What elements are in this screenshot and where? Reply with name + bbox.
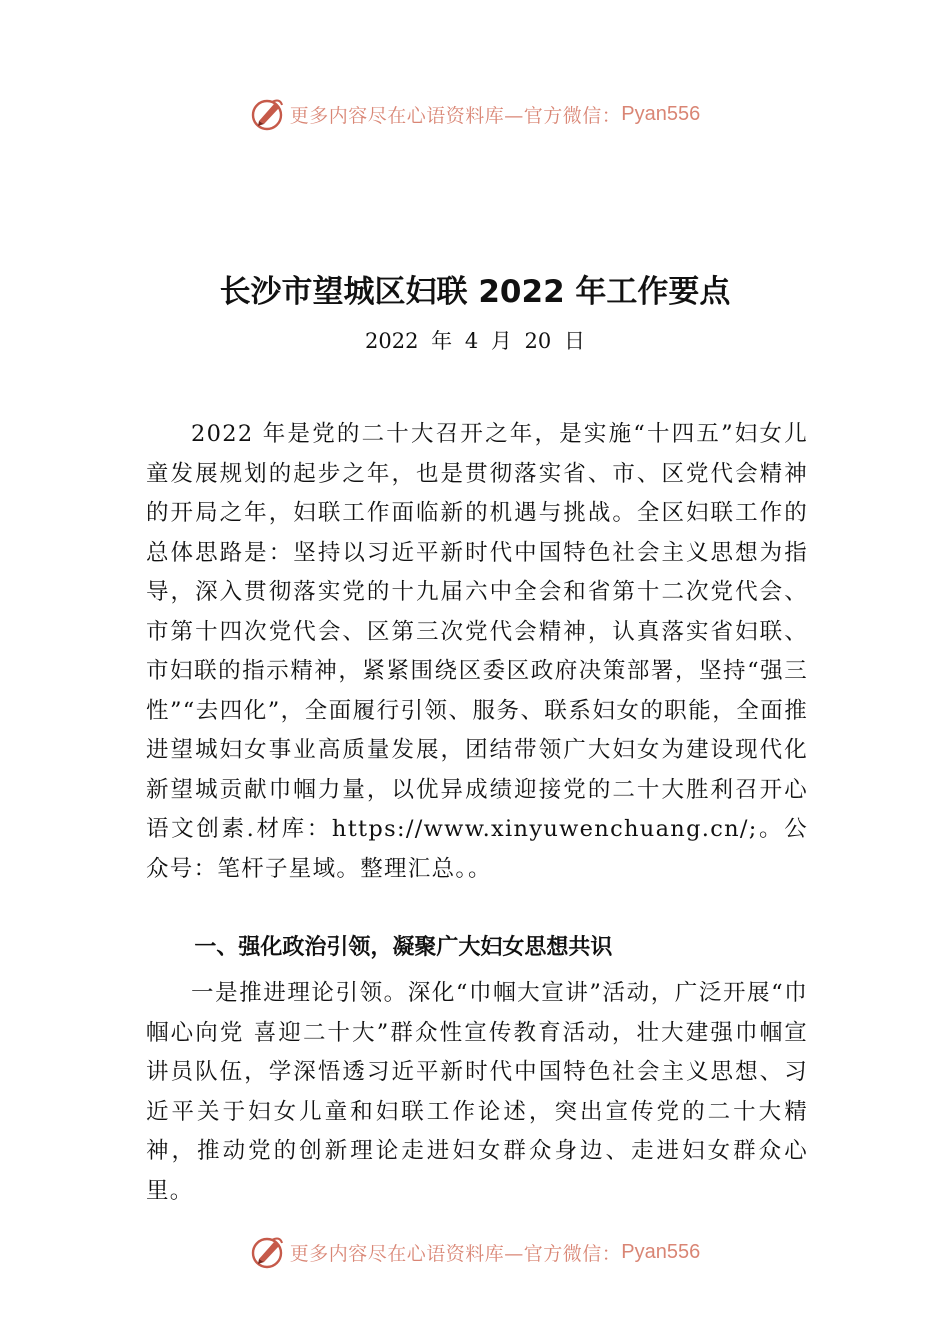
intro-paragraph: 2022 年是党的二十大召开之年，是实施“十四五”妇女儿童发展规划的起步之年，也是贯彻落实省、市、区党代会精神的开局之年，妇联工作面临新的机遇与挑战。全区妇联工作的总体思路是：坚持以习近平新时代中国特色社会主义思想为指导，深入贯彻落实党的十九届六中全会和省第十二次党代会、市第十四次党代会、区第三次党代会精神，认真落实省妇联、市妇联的指示精神，紧紧围绕区委区政府决策部署，坚持“强三性”“去四化”，全面履行引领、服务、联系妇女的职能，全面推进望城妇女事业高质量发展，团结带领广大妇女为建设现代化新望城贡献巾帼力量，以优异成绩迎接党的二十大胜利召开心语文创素.材库：https://www.xinyuwenchuang.cn/;。公众号：笔杆子星域。整理汇总。。	[146, 421, 808, 882]
watermark-wechat-id: Pyan556	[621, 102, 701, 125]
document-title: 长沙市望城区妇联 2022 年工作要点	[219, 274, 731, 310]
watermark-wechat-id: Pyan556	[621, 1240, 701, 1263]
watermark-text: 更多内容尽在心语资料库—官方微信：	[289, 104, 622, 127]
section-heading-1: 一、强化政治引领，凝聚广大妇女思想共识	[194, 935, 613, 960]
section-1-paragraph: 一是推进理论引领。深化“巾帼大宣讲”活动，广泛开展“巾帼心向党 喜迎二十大”群众性宣传教育活动，壮大建强巾帼宣讲员队伍，学深悟透习近平新时代中国特色社会主义思想、习近平关于妇女儿童和妇联工作论述，突出宣传党的二十大精神，推动党的创新理论走进妇女群众身边、走进妇女群众心里。	[146, 980, 808, 1204]
pen-logo-icon	[250, 1234, 286, 1270]
watermark-banner-bottom	[0, 1232, 950, 1272]
watermark-banner-top	[0, 94, 950, 134]
intro-section	[146, 415, 808, 889]
document-date: 2022 年 4 月 20 日	[365, 329, 585, 353]
pen-logo-icon	[250, 96, 286, 132]
section-1-body	[146, 974, 808, 1211]
watermark-text: 更多内容尽在心语资料库—官方微信：	[289, 1242, 622, 1265]
